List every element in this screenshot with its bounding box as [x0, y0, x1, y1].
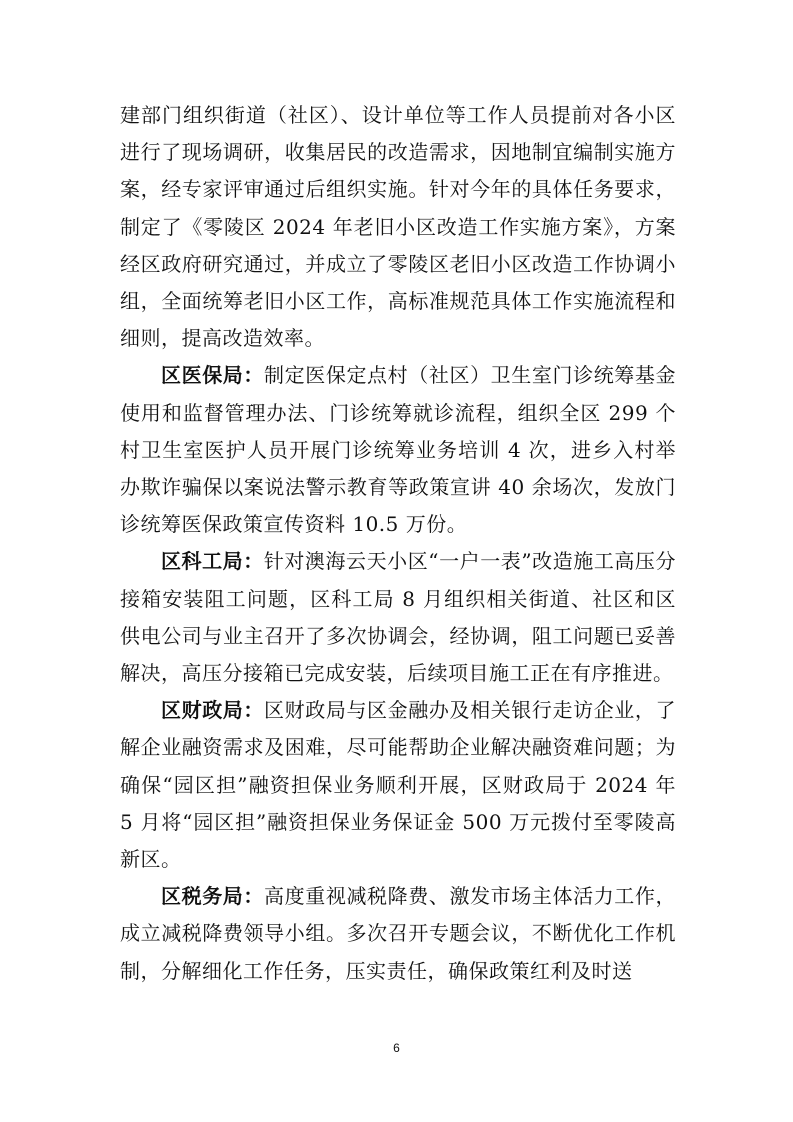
paragraph-tax-bureau [120, 878, 676, 990]
paragraph-lead: 区科工局： [161, 549, 264, 574]
paragraph-text: 建部门组织街道（社区）、设计单位等工作人员提前对各小区进行了现场调研，收集居民的改造需求，因地制宜编制实施方案，经专家评审通过后组织实施。针对今年的具体任务要求，制定了《零陵区 2024 年老旧小区改造工作实施方案》，方案经区政府研究通过，并成立了零陵区老旧小区改造工作协调小组，全面统筹老旧小区工作，高标准规范具体工作实施流程和细则，提高改造效率。 [120, 103, 676, 351]
paragraph-science-industry-bureau [120, 543, 676, 692]
paragraph-lead: 区税务局： [161, 884, 265, 909]
paragraph-text: 高度重视减税降费、激发市场主体活力工作，成立减税降费领导小组。多次召开专题会议，不断优化工作机制，分解细化工作任务，压实责任，确保政策红利及时送 [120, 884, 677, 983]
paragraph-finance-bureau [120, 692, 676, 878]
paragraph-text: 制定医保定点村（社区）卫生室门诊统筹基金使用和监督管理办法、门诊统筹就诊流程，组织全区 299 个村卫生室医护人员开展门诊统筹业务培训 4 次，进乡入村举办欺诈骗保以案说法警示教育等政策宣讲 40 余场次，发放门诊统筹医保政策宣传资料 10.5 万份。 [120, 363, 677, 537]
paragraph-text: 针对澳海云天小区“一户一表”改造施工高压分接箱安装阻工问题，区科工局 8 月组织相关街道、社区和区供电公司与业主召开了多次协调会，经协调，阻工问题已妥善解决，高压分接箱已完成安装，后续项目施工正在有序推进。 [120, 549, 676, 686]
paragraph-medical-insurance-bureau [120, 357, 676, 543]
paragraph-continuation [120, 97, 676, 357]
paragraph-lead: 区财政局： [161, 698, 265, 723]
paragraph-lead: 区医保局： [161, 363, 265, 388]
document-body [120, 97, 676, 990]
paragraph-text: 区财政局与区金融办及相关银行走访企业，了解企业融资需求及困难，尽可能帮助企业解决融资难问题；为确保“园区担”融资担保业务顺利开展，区财政局于 2024 年 5 月将“园区担”融资担保业务保证金 500 万元拨付至零陵高新区。 [120, 698, 677, 872]
page-number: 6 [393, 1041, 400, 1055]
